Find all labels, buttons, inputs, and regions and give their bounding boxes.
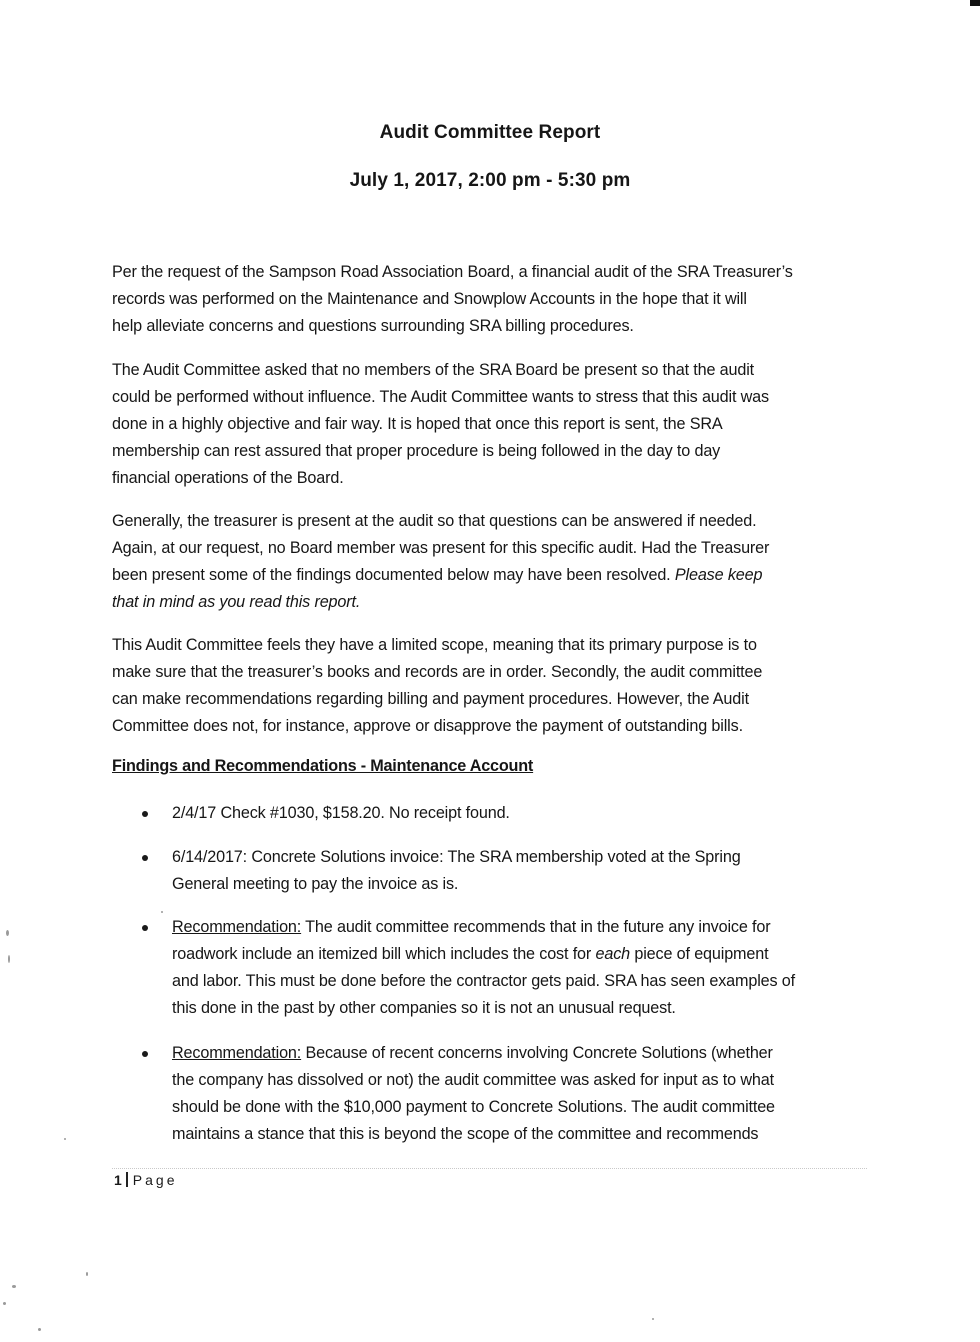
- footer-divider: [112, 1168, 867, 1169]
- text-line: [112, 562, 872, 589]
- text-line: [172, 914, 872, 941]
- paragraph-treasurer-presence: [112, 508, 872, 616]
- paragraph-scope: [112, 632, 872, 740]
- bullet-icon: [142, 855, 148, 861]
- document-subtitle-date: July 1, 2017, 2:00 pm - 5:30 pm: [349, 170, 631, 191]
- emphasis-text: each: [595, 945, 630, 963]
- text-segment: been present some of the findings documented below may have been resolved.: [112, 566, 675, 584]
- scan-speck: [38, 1328, 41, 1331]
- text-segment: The audit committee recommends that in the future any invoice for: [301, 918, 771, 936]
- text-line: Generally, the treasurer is present at the audit so that questions can be answered if needed.: [112, 512, 757, 530]
- text-line: maintains a stance that this is beyond the scope of the committee and recommends: [172, 1125, 759, 1143]
- text-line: membership can rest assured that proper procedure is being followed in the day to day: [112, 442, 721, 460]
- text-line: Per the request of the Sampson Road Association Board, a financial audit of the SRA Treasurer’s: [112, 263, 793, 281]
- recommendation-label: Recommendation:: [172, 1044, 302, 1062]
- recommendation-label: Recommendation:: [172, 918, 302, 936]
- text-line: financial operations of the Board.: [112, 469, 344, 487]
- text-line: 6/14/2017: Concrete Solutions invoice: The SRA membership voted at the Spring: [172, 848, 741, 866]
- paragraph-intro: [112, 259, 872, 340]
- text-line: done in a highly objective and fair way. It is hoped that once this report is sent, the SRA: [112, 415, 723, 433]
- paragraph-objectivity: [112, 357, 872, 492]
- italic-note-line: that in mind as you read this report.: [112, 593, 361, 611]
- text-line: This Audit Committee feels they have a limited scope, meaning that its primary purpose is to: [112, 636, 757, 654]
- scan-speck: [652, 1318, 654, 1320]
- text-segment: piece of equipment: [630, 945, 769, 963]
- text-line: help alleviate concerns and questions surrounding SRA billing procedures.: [112, 317, 634, 335]
- text-line: records was performed on the Maintenance and Snowplow Accounts in the hope that it will: [112, 290, 747, 308]
- text-segment: Because of recent concerns involving Concrete Solutions (whether: [301, 1044, 773, 1062]
- bullet-icon: [142, 1051, 148, 1057]
- text-line: Again, at our request, no Board member was present for this specific audit. Had the Treasurer: [112, 539, 770, 557]
- text-line: make sure that the treasurer’s books and records are in order. Secondly, the audit committee: [112, 663, 763, 681]
- scan-speck: [6, 930, 9, 936]
- text-line: 2/4/17 Check #1030, $158.20. No receipt found.: [172, 804, 510, 822]
- scan-speck: [161, 911, 163, 913]
- bullet-icon: [142, 811, 148, 817]
- text-line: and labor. This must be done before the contractor gets paid. SRA has seen examples of: [172, 972, 795, 990]
- italic-note: Please keep: [674, 566, 763, 584]
- scan-speck: [3, 1302, 6, 1305]
- text-line: The Audit Committee asked that no members of the SRA Board be present so that the audit: [112, 361, 755, 379]
- text-line: [172, 1040, 872, 1067]
- text-segment: roadwork include an itemized bill which includes the cost for: [172, 945, 596, 963]
- scan-edge-mark: [970, 0, 980, 6]
- page-footer: [114, 1172, 178, 1188]
- text-line: this done in the past by other companies so it is not an unusual request.: [172, 999, 676, 1017]
- page-label: Page: [132, 1172, 178, 1188]
- text-line: the company has dissolved or not) the audit committee was asked for input as to what: [172, 1071, 774, 1089]
- scan-speck: [12, 1285, 16, 1288]
- scan-speck: [86, 1272, 88, 1276]
- text-line: can make recommendations regarding billing and payment procedures. However, the Audit: [112, 690, 749, 708]
- scan-speck: [64, 1138, 66, 1140]
- text-line: [172, 941, 872, 968]
- text-line: should be done with the $10,000 payment to Concrete Solutions. The audit committee: [172, 1098, 775, 1116]
- text-line: General meeting to pay the invoice as is.: [172, 875, 459, 893]
- document-title: Audit Committee Report: [379, 122, 601, 143]
- section-heading-maintenance: Findings and Recommendations - Maintenance Account: [112, 757, 534, 775]
- footer-separator: [126, 1172, 128, 1187]
- text-line: could be performed without influence. The Audit Committee wants to stress that this audit was: [112, 388, 769, 406]
- text-line: Committee does not, for instance, approve or disapprove the payment of outstanding bills.: [112, 717, 743, 735]
- scan-speck: [8, 955, 10, 963]
- page-number: 1: [114, 1172, 122, 1188]
- bullet-icon: [142, 925, 148, 931]
